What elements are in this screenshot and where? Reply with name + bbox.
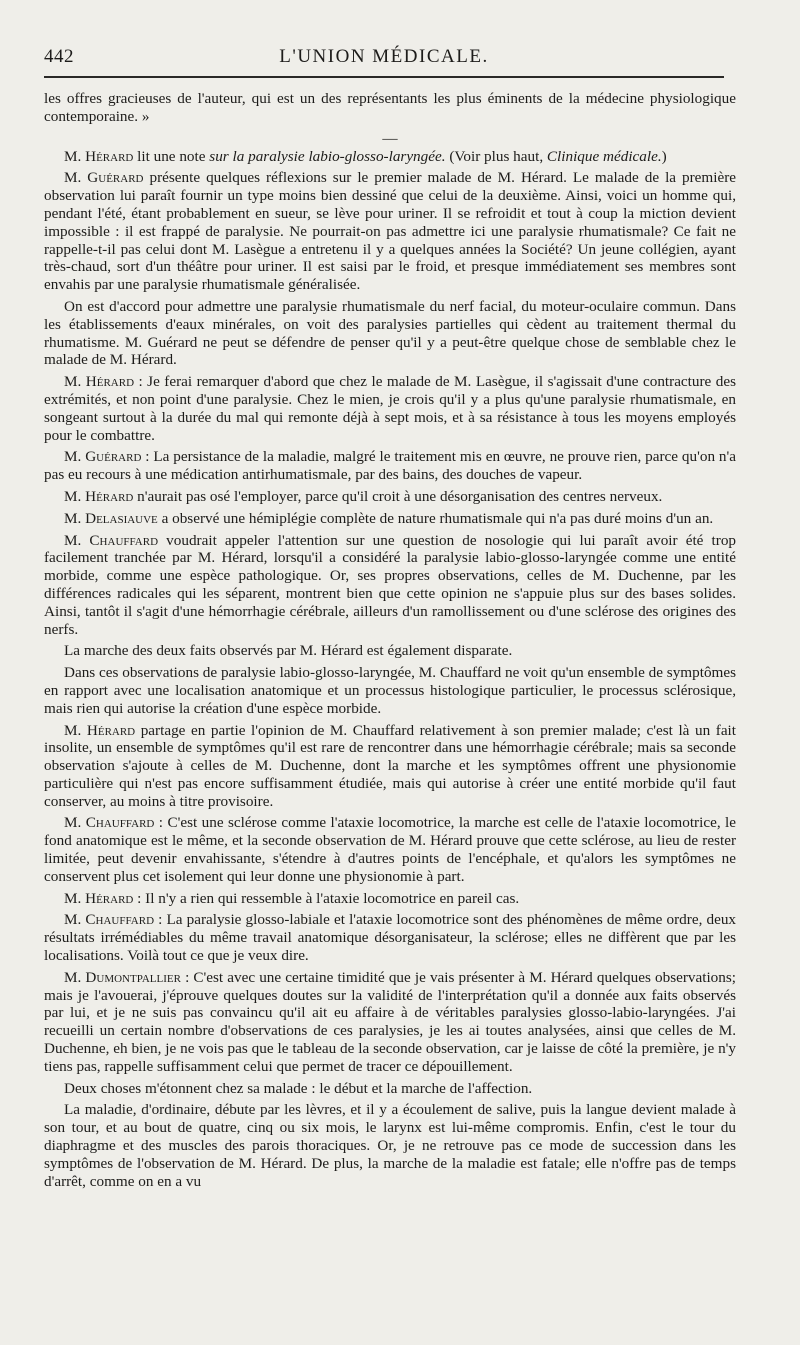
speaker-name: M. Hérard: [64, 889, 134, 907]
paragraph-text: : La paralysie glosso-labiale et l'ataxie locomotrice sont des phénomènes de même ordre, deux résultats irrémédiables du même travail anatomique désorganisateur, la sclérose; elles ne diffèrent que par les localisations. Voilà tout ce que je veux dire.: [44, 911, 737, 965]
speaker-name: M. Hérard: [64, 721, 136, 739]
paragraph-text: : La persistance de la maladie, malgré le traitement mis en œuvre, ne prouve rien, parce qu'on n'a pas eu recours à une médication antirhumatismale, par des bains, des douches de vapeur.: [44, 448, 736, 484]
paragraph-herard-4: [44, 890, 736, 908]
paragraph-text: présente quelques réflexions sur le premier malade de M. Hérard. Le malade de la première observation lui paraît fournir un type moins bien dessiné que celui de la deuxième. Ainsi, voici un homme qui, pendant l'été, étant probablement en sueur, se lève pour uriner. Il se refroidit et tout à coup la miction devient impossible : il est frappé de paralysie. Ne pourrait-on pas admettre ici une paralysie rhumatismale? Ce fait ne rappelle-t-il pas celui dont M. Lasègue a entretenu il y a quelques années la Société? Un jeune collégien, ayant très-chaud, sort d'un théâtre pour uriner. Il est saisi par le froid, et presque immédiatement ses membres sont envahis par une paralysie rhumatismale généralisée.: [44, 169, 736, 294]
speaker-name: M. Chauffard: [64, 814, 155, 832]
paragraph-text: : Il n'y a rien qui ressemble à l'ataxie locomotrice en pareil cas.: [133, 889, 520, 907]
paragraph-text: les offres gracieuses de l'auteur, qui est un des représentants les plus éminents de la médecine physiologique contemporaine. »: [44, 90, 736, 125]
paragraph-chauffard-1: [44, 532, 736, 639]
section-separator: —: [382, 129, 398, 147]
paragraph-text: voudrait appeler l'attention sur une question de nosologie qui lui paraît avoir été trop facilement tranchée par M. Hérard, lorsqu'il a considéré la paralysie labio-glosso-laryngée comme une entité morbide, comme une espèce pathologique. Or, ses propres observations, celles de M. Duchenne, par les différences radicales qui les séparent, montrent bien que cette opinion ne s'appuie plus sur des bases solides. Ainsi, tantôt il s'agit d'une hémorrhagie cérébrale, ailleurs d'un ramollissement ou d'une sclérose des origines des nerfs.: [44, 531, 737, 638]
paragraph-herard-1: [44, 373, 736, 444]
paragraph-chauffard-2: [44, 814, 736, 885]
paragraph-herard-note: [44, 148, 736, 166]
speaker-name: M. Delasiauve: [64, 509, 158, 527]
italic-text: sur la paralysie labio-glosso-laryngée.: [209, 147, 446, 165]
page-header: [44, 40, 724, 74]
paragraph-herard-3: [44, 722, 736, 811]
paragraph-herard-2: [44, 488, 736, 506]
speaker-name: M. Hérard: [64, 487, 134, 505]
paragraph-plain-5: [44, 1101, 736, 1190]
paragraph-text: partage en partie l'opinion de M. Chauffard relativement à son premier malade; c'est là un fait insolite, un ensemble de symptômes qu'il est rare de rencontrer dans une hémorrhagie cérébrale; mais sa seconde observation s'ajoute à celles de M. Duchenne, dont la marche et les symptômes offrent une physionomie particulière qui n'est pas encore suffisamment étudiée, mais qui autorise à créer une entité morbide qu'il faut conserver, au moins à titre provisoire.: [44, 721, 736, 810]
paragraph-text: a observé une hémiplégie complète de nature rhumatismale qui n'a pas duré moins d'un an.: [157, 509, 714, 527]
speaker-name: M. Guérard: [64, 169, 144, 187]
paragraph-guerard-1: [44, 169, 736, 294]
paragraph-text: : Je ferai remarquer d'abord que chez le malade de M. Lasègue, il s'agissait d'une contracture des extrémités, et non point d'une paralysie. Chez le mien, je crois qu'il y a plus qu'une paralysie rhumatismale, en songeant surtout à la durée du mal qui remonte déjà à sept mois, et à sa résistance à tous les moyens employés pour le combattre.: [44, 373, 736, 444]
speaker-name: M. Guérard: [64, 448, 142, 466]
italic-text: Clinique médicale.: [546, 147, 662, 165]
paragraph-chauffard-3: [44, 911, 736, 964]
speaker-name: M. Chauffard: [64, 911, 155, 929]
running-title: L'UNION MÉDICALE.: [279, 46, 489, 67]
paragraph-delasiauve: [44, 510, 736, 528]
paragraph-text: n'aurait pas osé l'employer, parce qu'il croit à une désorganisation des centres nerveux.: [133, 487, 663, 505]
paragraph-text: On est d'accord pour admettre une paralysie rhumatismale du nerf facial, du moteur-oculaire commun. Dans les établissements d'eaux minérales, on voit des paralysies partielles qui cèdent au traitement thermal du rhumatisme. M. Guérard ne peut se défendre de penser qu'il y a peut-être quelque chose de semblable chez le malade de M. Hérard.: [44, 297, 736, 369]
speaker-name: M. Hérard: [64, 373, 135, 391]
paragraph-plain-3: [44, 664, 736, 717]
paragraph-text: : C'est une sclérose comme l'ataxie locomotrice, la marche est celle de l'ataxie locomotrice, le fond anatomique est le même, et la seconde observation de M. Hérard prouve que cette sclérose, au lieu de rester limitée, peut devenir envahissante, s'étendre à d'autres points de l'encéphale, et qu'alors les symptômes ne conservent plus cet isolement qui leur donne une physionomie à part.: [44, 814, 737, 885]
paragraph-text: : C'est avec une certaine timidité que je vais présenter à M. Hérard quelques observations; mais je l'avouerai, j'éprouve quelques doutes sur la validité de l'interprétation qu'il a donnée aux faits observés par lui, et je ne suis pas convaincu qu'il ait eu affaire à de véritables paralysies glosso-labio-laryngées. J'ai recueilli un certain nombre d'observations de ces paralysies, je les ai toutes analysées, ainsi que celles de M. Duchenne, eh bien, je ne vois pas que le tableau de la seconde observation, car je laisse de côté la première, je n'y tiens pas, rappelle suffisamment celui que permet de tracer ce dépouillement.: [44, 968, 736, 1075]
article-body: [44, 90, 736, 1194]
speaker-name: M. Dumontpallier: [64, 968, 181, 986]
paragraph-dumontpallier: [44, 969, 736, 1076]
paragraph-text: lit une note: [133, 147, 210, 165]
paragraph-text: Deux choses m'étonnent chez sa malade : le début et la marche de l'affection.: [64, 1079, 533, 1097]
header-rule: [44, 76, 724, 78]
paragraph-plain-4: [44, 1080, 736, 1098]
page-number: 442: [44, 46, 74, 67]
paragraph-plain-1: [44, 298, 736, 369]
paragraph-text: Dans ces observations de paralysie labio-glosso-laryngée, M. Chauffard ne voit qu'un ensemble de symptômes en rapport avec une localisation anatomique et un processus histologique particulier, le processus sclérosique, mais rien qui autorise la création d'une espèce morbide.: [44, 664, 736, 717]
paragraph-intro-end: [44, 90, 736, 126]
paragraph-text: La maladie, d'ordinaire, débute par les lèvres, et il y a écoulement de salive, puis la langue devient malade à son tour, et au bout de quatre, cinq ou six mois, le larynx est lui-même compromis. Enfin, c'est le tour du diaphragme et des muscles des parois thoraciques. Or, je ne retrouve pas ce mode de succession dans les symptômes de l'observation de M. Hérard. De plus, la marche de la maladie est fatale; elle n'offre pas de temps d'arrêt, comme on en a vu: [44, 1101, 736, 1190]
paragraph-text: La marche des deux faits observés par M. Hérard est également disparate.: [64, 642, 513, 660]
paragraph-text: ): [661, 147, 667, 165]
speaker-name: M. Chauffard: [64, 531, 159, 549]
paragraph-guerard-2: [44, 448, 736, 484]
speaker-name: M. Hérard: [64, 147, 134, 165]
paragraph-text: (Voir plus haut,: [445, 147, 547, 165]
paragraph-plain-2: [44, 642, 736, 660]
